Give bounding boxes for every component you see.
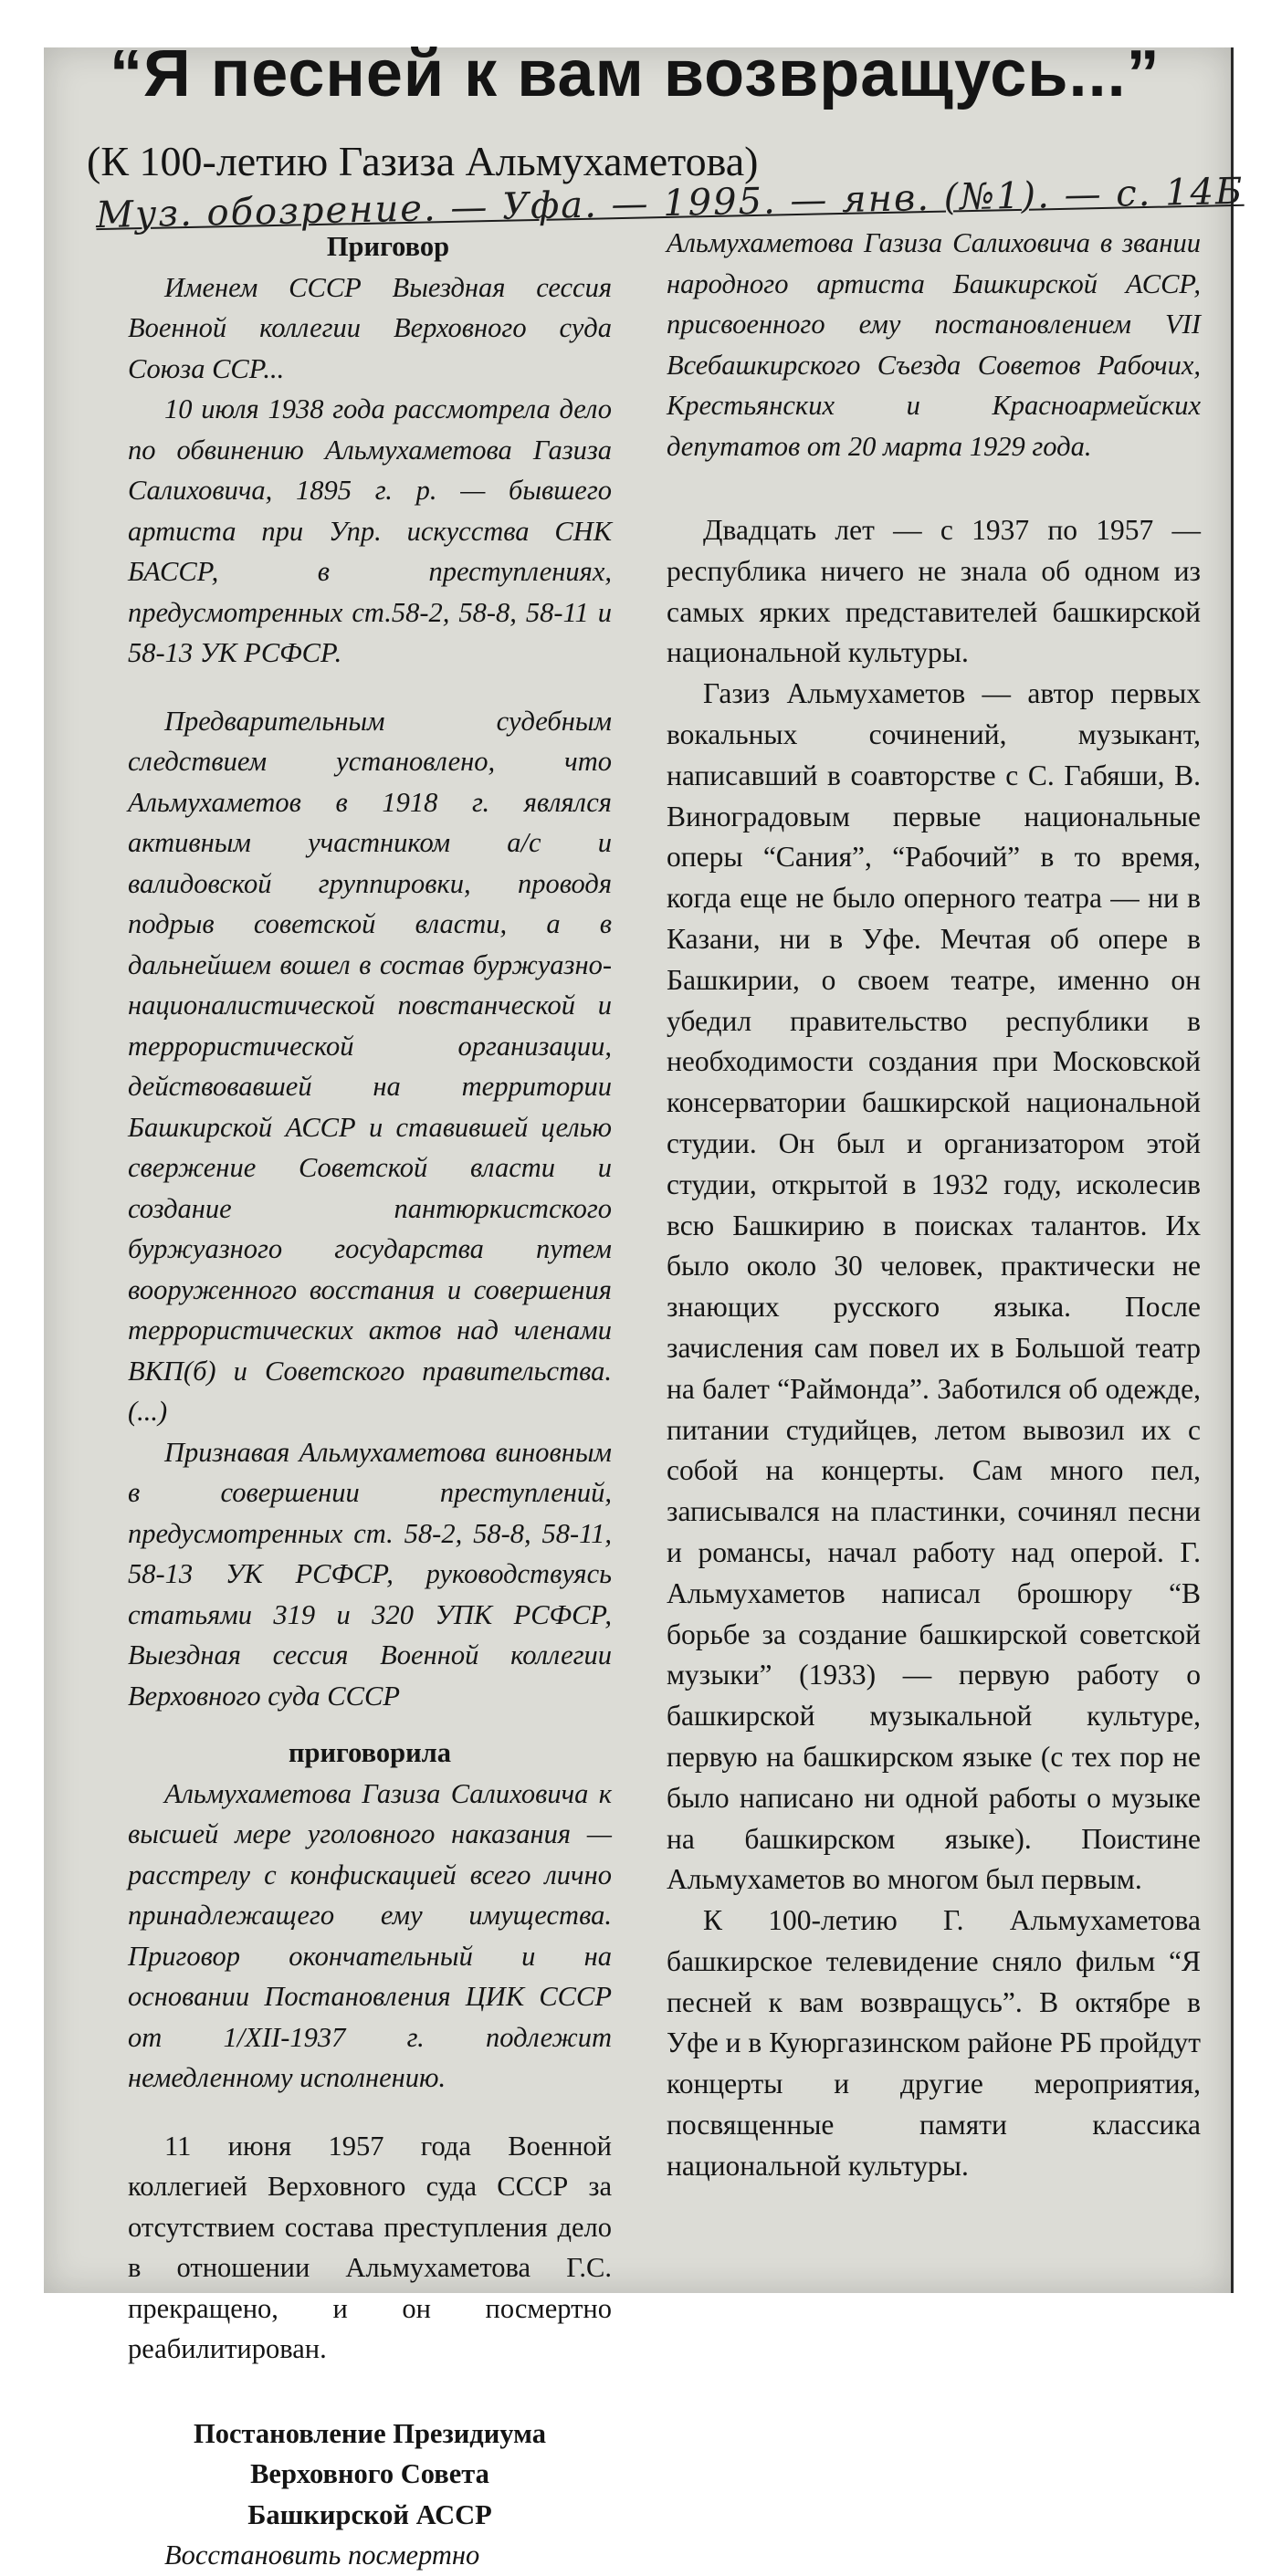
decree-heading: Башкирской АССР — [247, 2498, 492, 2530]
article-subheadline: (К 100-летию Газиза Альмухаметова) — [87, 138, 759, 184]
rehabilitation-paragraph: 11 июня 1957 года Военной коллегией Верховного суда СССР за отсутствием состава преступления дело в отношении Альмухаметова Г.С. прекращено, и он посмертно реабилитирован. — [128, 2130, 612, 2364]
sentenced-heading: приговорила — [288, 1737, 452, 1768]
verdict-paragraph: 10 июля 1938 года рассмотрела дело по обвинению Альмухаметова Газиза Салиховича, 1895 г. р. — бывшего артиста при Упр. искусства СНК БАССР, в преступлениях, предусмотренных ст.58-2, 58-8, 58-11 и 58-13 УК РСФСР. — [128, 393, 612, 668]
decree-continued: Альмухаметова Газиза Салиховича в звании народного артиста Башкирской АССР, присвоенного ему постановлением VII Всебашкирского Съезда Советов Рабочих, Крестьянских и Красноармейских депутатов от 20 марта 1929 года. — [667, 227, 1201, 462]
verdict-paragraph: Предварительным судебным следствием установлено, что Альмухаметов в 1918 г. являлся активным участником а/с и валидовской группировки, проводя подрыв советской власти, а в дальнейшем вошел в состав буржуазно-националистической повстанческой и террористической организации, действовавшей на территории Башкирской АССР и ставившей целью свержение Советской власти и создание пантюркистского буржуазного государства путем вооруженного восстания и совершения террористических актов над членами ВКП(б) и Советского правительства. (...) — [128, 705, 612, 1427]
verdict-paragraph: Альмухаметова Газиза Салиховича к высшей мере уголовного наказания — расстрелу с конфискацией всего лично принадлежащего ему имущества. Приговор окончательный и на основании Постановления ЦИК СССР от 1/XII-1937 г. подлежит немедленному исполнению. — [128, 1777, 612, 2093]
article-headline: “Я песней к вам возвращусь...” — [110, 37, 1161, 110]
verdict-paragraph: Признавая Альмухаметова виновным в совершении преступлений, предусмотренных ст. 58-2, 58-8, 58-11, 58-13 УК РСФСР, руководствуясь статьями 319 и 320 УПК РСФСР, Выездная сессия Военной коллегии Верховного суда СССР — [128, 1436, 612, 1712]
right-column — [667, 223, 1201, 2187]
verdict-intro: Именем СССР Выездная сессия Военной коллегии Верховного суда Союза ССР... — [128, 271, 612, 384]
decree-heading: Постановление Президиума — [194, 2417, 546, 2449]
decree-text: Восстановить посмертно — [164, 2539, 480, 2571]
left-column — [128, 215, 612, 2576]
body-paragraph: К 100-летию Г. Альмухаметова башкирское телевидение сняло фильм “Я песней к вам возвращусь”. В октябре в Уфе и в Куюргазинском районе РБ пройдут концерты и другие мероприятия, посвященные памяти классика национальной культуры. — [667, 1904, 1201, 2182]
body-paragraph: Газиз Альмухаметов — автор первых вокальных сочинений, музыкант, написавший в соавторстве с С. Габяши, В. Виноградовым первые национальные оперы “Сания”, “Рабочий” в то время, когда еще не было оперного театра — ни в Казани, ни в Уфе. Мечтая об опере в Башкирии, о своем театре, именно он убедил правительство республики в необходимости создания при Московской консерватории башкирской национальной студии. Он был и организатором этой студии, открытой в 1932 году, исколесив всю Башкирию в поисках талантов. Их было около 30 человек, практически не знающих русского языка. После зачисления сам повел их в Большой театр на балет “Раймонда”. Заботился об одежде, питании студийцев, летом вывозил их с собой на концерты. Сам много пел, записывался на пластинки, сочинял песни и романсы, начал работу над оперой. Г. Альмухаметов написал брошюру “В борьбе за создание башкирской советской музыки” (1933) — первую работу о башкирской музыкальной культуре, первую на башкирском языке (с тех пор не было написано ни одной работы о музыке на башкирском языке). Поистине Альмухаметов во многом был первым. — [667, 677, 1201, 1896]
decree-heading: Верховного Совета — [250, 2458, 489, 2489]
body-paragraph: Двадцать лет — с 1937 по 1957 — республика ничего не знала об одном из самых ярких представителей башкирской национальной культуры. — [667, 514, 1201, 669]
verdict-heading: Приговор — [326, 231, 450, 262]
handwritten-source-note: Муз. обозрение. — Уфа. — 1995. — янв. (№1). — с. 14Б — [95, 170, 1245, 237]
